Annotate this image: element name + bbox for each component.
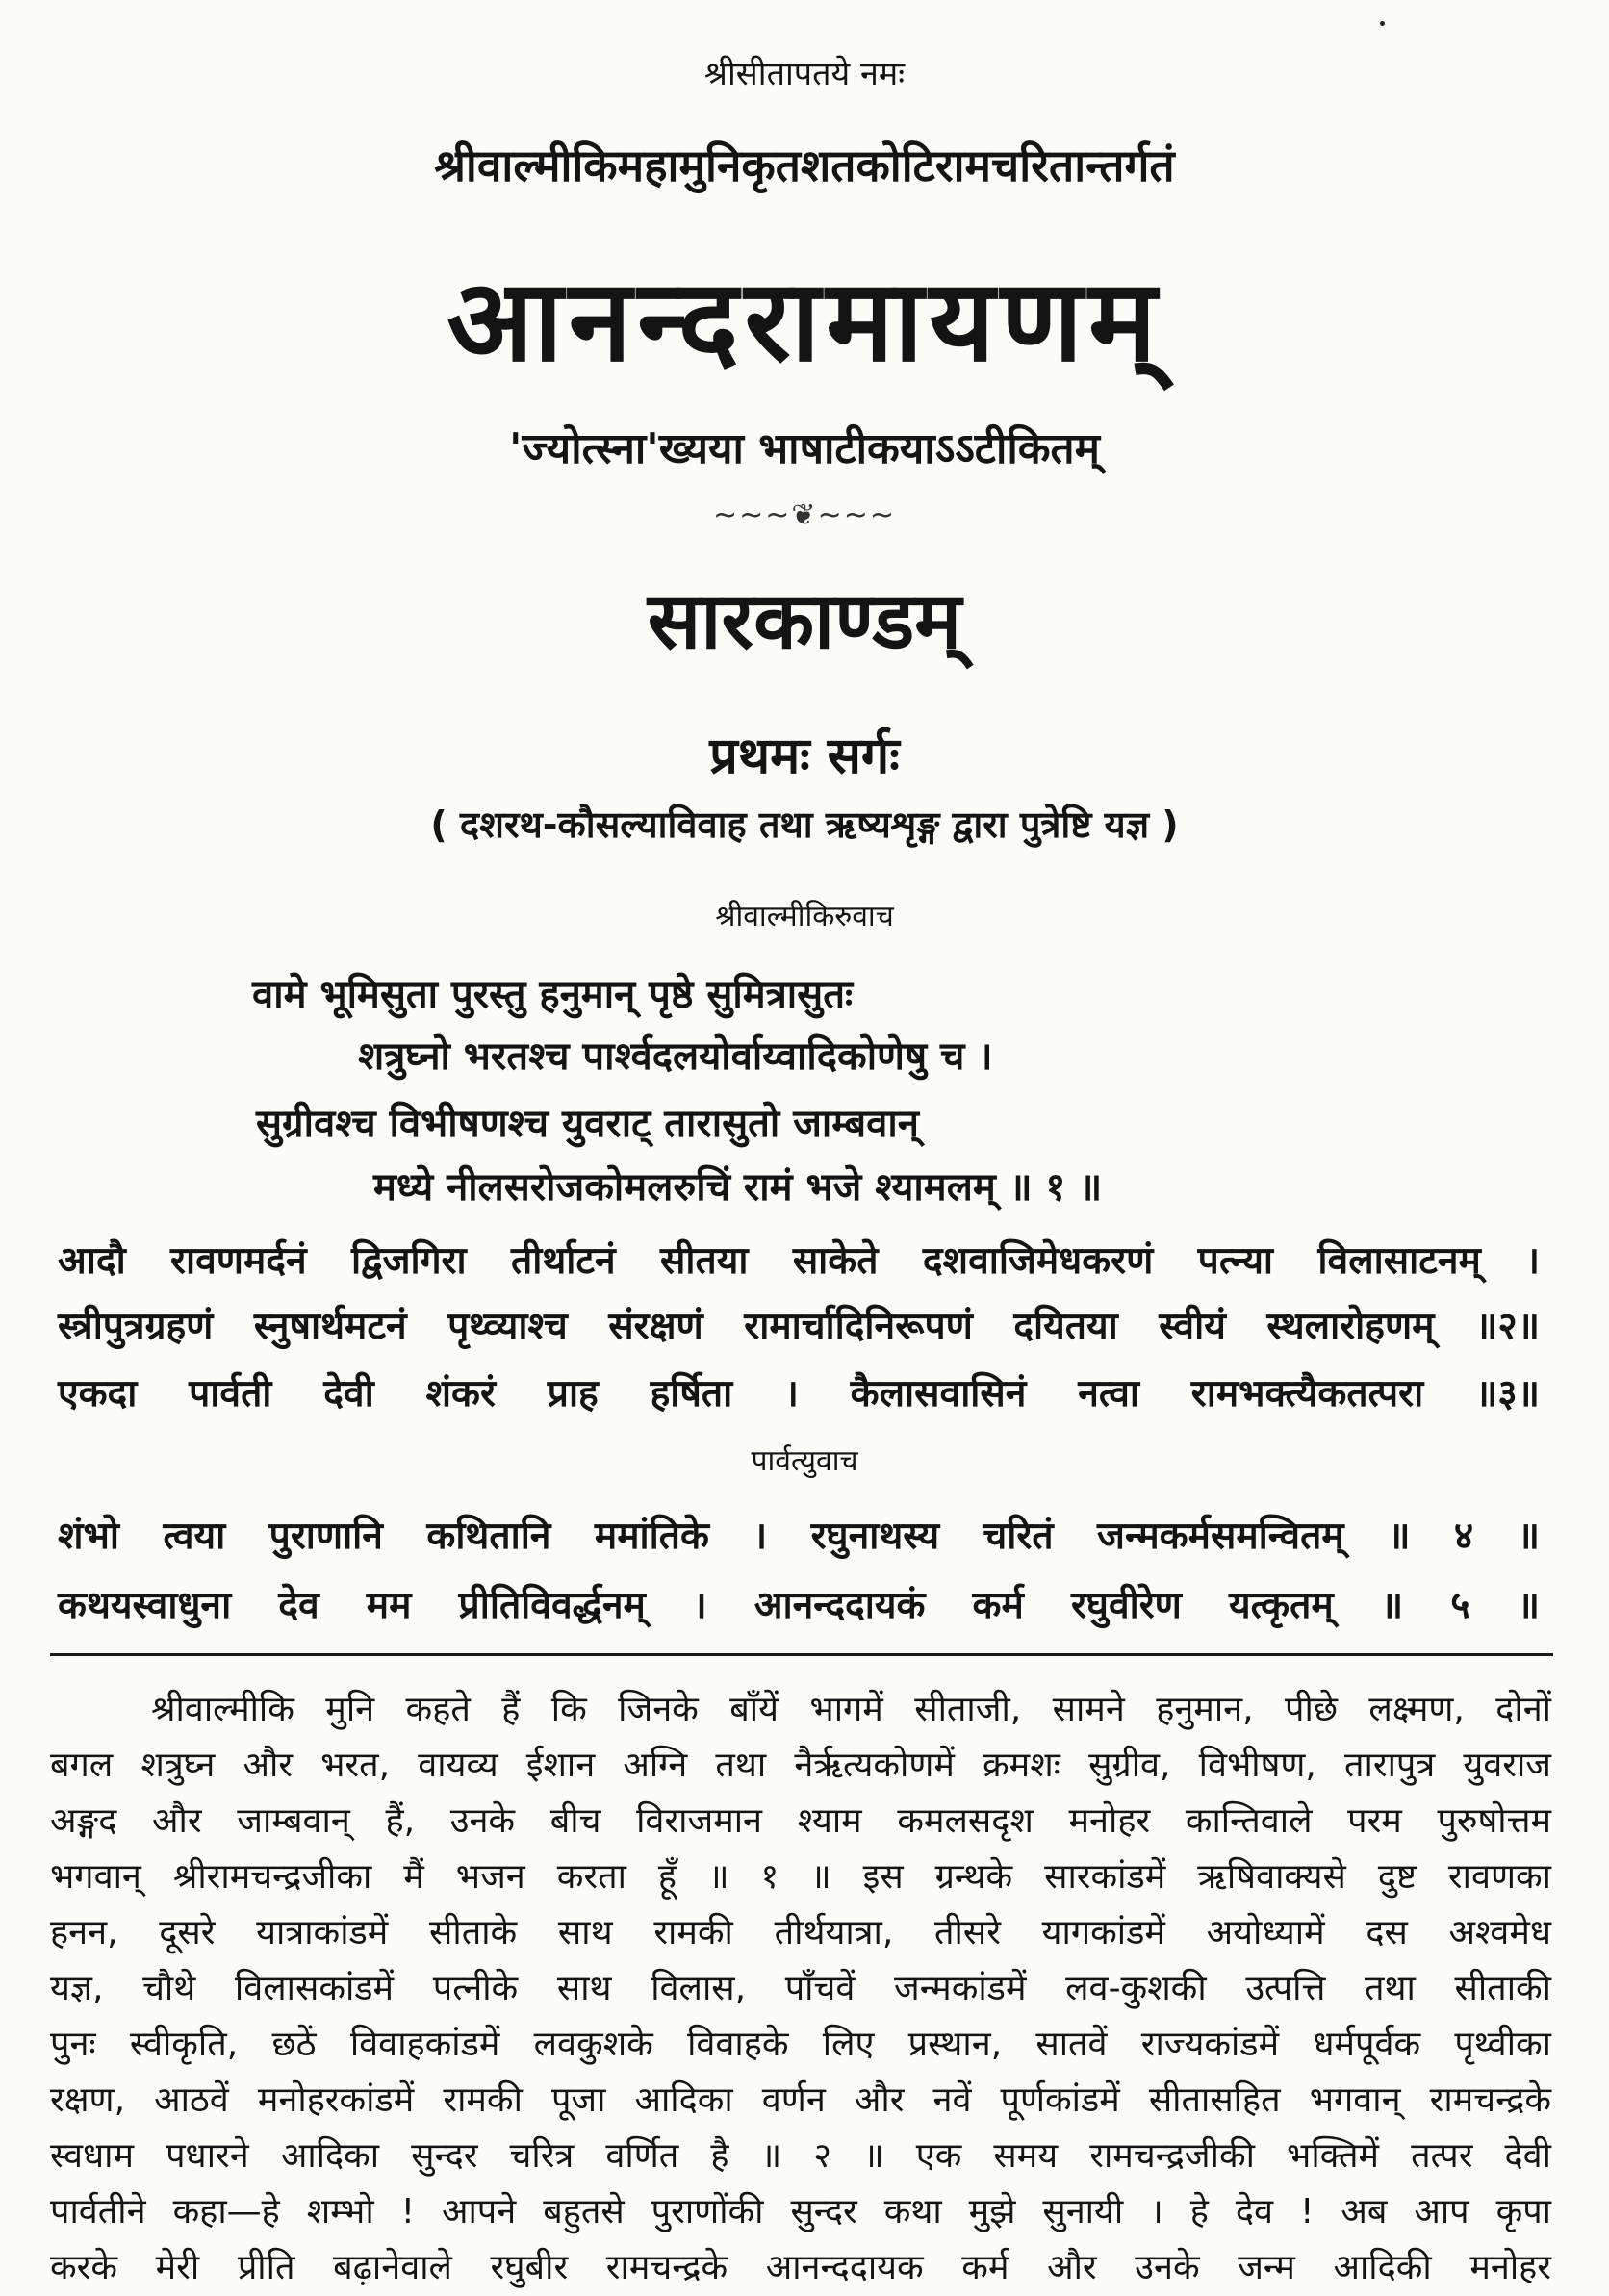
verse-line: कथयस्वाधुना देव मम प्रीतिविवर्द्धनम् । आनन्ददायकं कर्म रघुवीरेण यत्कृतम् ॥ ५ ॥ xyxy=(58,1584,1540,1627)
translation-line: हनन, दूसरे यात्राकांडमें सीताके साथ रामकी तीर्थयात्रा, तीसरे यागकांडमें अयोध्यामें दस अश्वमेध xyxy=(50,1913,1551,1952)
translation-line: यज्ञ, चौथे विलासकांडमें पत्नीके साथ विलास, पाँचवें जन्मकांडमें लव-कुशकी उत्पत्ति तथा सीताकी xyxy=(50,1969,1551,2008)
verse-line: शत्रुघ्नो भरतश्च पार्श्वदलयोर्वाय्वादिकोणेषु च । xyxy=(358,1034,993,1079)
ornament-divider: ~~~❦~~~ xyxy=(713,498,896,532)
verse-line: सुग्रीवश्च विभीषणश्च युवराट् तारासुतो जाम्बवान् xyxy=(256,1102,919,1146)
translation-line: रक्षण, आठवें मनोहरकांडमें रामकी पूजा आदिका वर्णन और नवें पूर्णकांडमें सीतासहित भगवान् रामचन्द्रके xyxy=(50,2080,1551,2120)
speaker-label: पार्वत्युवाच xyxy=(751,1444,858,1478)
invocation: श्रीसीतापतये नमः xyxy=(703,55,906,93)
verse-line: स्त्रीपुत्रग्रहणं स्नुषार्थमटनं पृथ्व्याश्च संरक्षणं रामार्चादिनिरूपणं दयितया स्वीयं स्थलारोहणम् ॥२॥ xyxy=(58,1305,1540,1348)
verse-line: वामे भूमिसुता पुरस्तु हनुमान् पृष्ठे सुमित्रासुतः xyxy=(252,973,854,1017)
verse-line: एकदा पार्वती देवी शंकरं प्राह हर्षिता । कैलासवासिनं नत्वा रामभक्त्यैकतत्परा ॥३॥ xyxy=(58,1372,1540,1416)
section-divider xyxy=(50,1653,1553,1656)
translation-line: पुनः स्वीकृति, छठें विवाहकांडमें लवकुशके विवाहके लिए प्रस्थान, सातवें राज्यकांडमें धर्मपूर्वक पृथ्वीका xyxy=(50,2025,1551,2064)
verse-line: मध्ये नीलसरोजकोमलरुचिं रामं भजे श्यामलम् ॥ १ ॥ xyxy=(373,1165,1103,1210)
verse-line: शंभो त्वया पुराणानि कथितानि ममांतिके । रघुनाथस्य चरितं जन्मकर्मसमन्वितम् ॥ ४ ॥ xyxy=(58,1515,1540,1558)
chapter-topic: ( दशरथ-कौसल्याविवाह तथा ऋष्यशृङ्ग द्वारा पुत्रेष्टि यज्ञ ) xyxy=(430,804,1179,846)
translation-line: भगवान् श्रीरामचन्द्रजीका मैं भजन करता हूँ ॥ १ ॥ इस ग्रन्थके सारकांडमें ऋषिवाक्यसे दुष्ट रावणका xyxy=(50,1857,1551,1897)
translation-line: करके मेरी प्रीति बढ़ानेवाले रघुबीर रामचन्द्रके आनन्ददायक कर्म और उनके जन्म आदिकी मनोहर xyxy=(50,2248,1551,2287)
translation-line: स्वधाम पधारने आदिका सुन्दर चरित्र वर्णित है ॥ २ ॥ एक समय रामचन्द्रजीकी भक्तिमें तत्पर देवी xyxy=(50,2136,1551,2176)
translation-line: अङ्गद और जाम्बवान् हैं, उनके बीच विराजमान श्याम कमलसदृश मनोहर कान्तिवाले परम पुरुषोत्तम xyxy=(50,1801,1551,1841)
kanda-heading: सारकाण्डम् xyxy=(647,575,962,667)
ink-speck xyxy=(1380,21,1385,26)
commentary-note: 'ज्योत्स्ना'ख्यया भाषाटीकयाऽऽटीकितम् xyxy=(509,424,1100,473)
translation-line: श्रीवाल्मीकि मुनि कहते हैं कि जिनके बाँयें भागमें सीताजी, सामने हनुमान, पीछे लक्ष्मण, दोनों xyxy=(151,1690,1551,1729)
sarga-heading: प्रथमः सर्गः xyxy=(709,727,900,785)
book-subtitle: श्रीवाल्मीकिमहामुनिकृतशतकोटिरामचरितान्तर्गतं xyxy=(434,140,1175,191)
book-title: आनन्दरामायणम् xyxy=(447,254,1162,387)
translation-line: बगल शत्रुघ्न और भरत, वायव्य ईशान अग्नि तथा नैर्ऋत्यकोणमें क्रमशः सुग्रीव, विभीषण, तारापुत्र युवराज xyxy=(50,1746,1551,1785)
translation-line: पार्वतीने कहा—हे शम्भो ! आपने बहुतसे पुराणोंकी सुन्दर कथा मुझे सुनायी । हे देव ! अब आप कृपा xyxy=(50,2192,1551,2232)
verse-line: आदौ रावणमर्दनं द्विजगिरा तीर्थाटनं सीतया साकेते दशवाजिमेधकरणं पत्न्या विलासाटनम् । xyxy=(58,1239,1540,1283)
speaker-label: श्रीवाल्मीकिरुवाच xyxy=(715,900,894,933)
